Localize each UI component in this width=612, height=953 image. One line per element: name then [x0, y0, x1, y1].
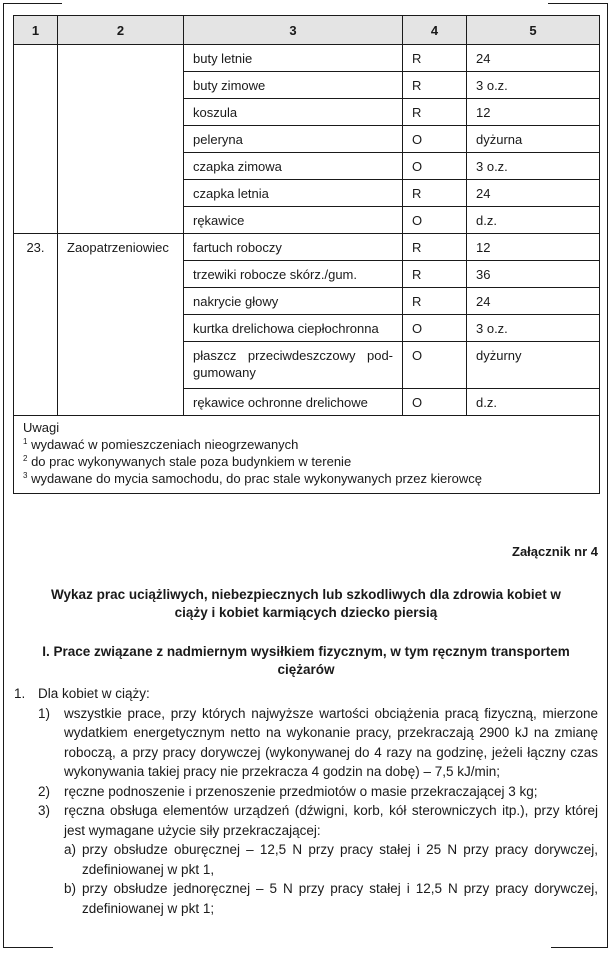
position-name: Zaopatrzeniowiec [58, 234, 184, 416]
header-col-2: 2 [58, 16, 184, 45]
item-name: kurtka drelichowa ciepłochronna [184, 315, 403, 342]
sub-item-2 [0, 782, 612, 802]
item-name: trzewiki robocze skórz./gum. [184, 261, 403, 288]
frame-bottom-left [3, 947, 53, 948]
item-period: 36 [467, 261, 600, 288]
list-letter: b) [64, 881, 77, 896]
notes-cell [14, 416, 600, 494]
table-row [14, 234, 600, 261]
annex-label: Załącznik nr 4 [512, 544, 598, 559]
annex-title: Wykaz prac uciążliwych, niebezpiecznych lub szkodliwych dla zdrowia kobiet w ciąży i kobiet karmiących dziecko piersią [51, 587, 561, 620]
note-mark: 1 [23, 437, 28, 446]
sub-sub-item-b [0, 879, 612, 918]
item-type: R [403, 234, 467, 261]
item-name: rękawice [184, 207, 403, 234]
position-number: 23. [14, 234, 58, 416]
item-type: O [403, 153, 467, 180]
note-mark: 2 [23, 454, 28, 463]
header-col-5: 5 [467, 16, 600, 45]
sub-item-1 [0, 704, 612, 782]
item-name: rękawice ochronne drelichowe [184, 389, 403, 416]
list-text: Dla kobiet w ciąży: [38, 686, 150, 701]
item-period: 12 [467, 99, 600, 126]
item-period: d.z. [467, 389, 600, 416]
item-name: czapka zimowa [184, 153, 403, 180]
sub-sub-item-a [0, 840, 612, 879]
list-number: 2) [38, 783, 51, 799]
list-number: 1. [14, 686, 26, 701]
frame-top-left [3, 3, 62, 4]
frame-bottom-right [551, 947, 608, 948]
list-number: 1) [38, 705, 51, 721]
position-name [58, 45, 184, 234]
frame-top-right [548, 3, 608, 4]
header-col-4: 4 [403, 16, 467, 45]
item-name: nakrycie głowy [184, 288, 403, 315]
item-type: R [403, 288, 467, 315]
note-text: wydawane do mycia samochodu, do prac stale wykonywanych przez kierowcę [27, 471, 482, 486]
item-type: O [403, 207, 467, 234]
list-text: przy obsłudze jednoręcznej – 5 N przy pracy stałej i 12,5 N przy pracy dorywczej, zdefiniowanej w pkt 1; [82, 881, 598, 916]
item-type: R [403, 72, 467, 99]
item-name: buty letnie [184, 45, 403, 72]
list-text: wszystkie prace, przy których najwyższe wartości obciążenia pracą fizyczną, mierzone wydatkiem energetycznym netto na wykonanie pracy, przekraczają 2900 kJ na zmianę roboczą, a przy pracy dorywczej (wykonywanej do 4 razy na godzinę, jeżeli łączny czas wykonywania takiej pracy nie przekracza 4 godzin na dobę) – 7,5 kJ/min; [64, 705, 598, 779]
note-item [23, 436, 590, 453]
item-type: R [403, 99, 467, 126]
item-period: 24 [467, 180, 600, 207]
item-name: czapka letnia [184, 180, 403, 207]
work-list [0, 684, 612, 918]
header-col-3: 3 [184, 16, 403, 45]
item-period: 24 [467, 45, 600, 72]
list-text: przy obsłudze oburęcznej – 12,5 N przy pracy stałej i 25 N przy pracy dorywczej, zdefiniowanej w pkt 1, [82, 842, 598, 877]
item-period: 24 [467, 288, 600, 315]
item-name: buty zimowe [184, 72, 403, 99]
table-row [14, 45, 600, 72]
item-period: dyżurny [467, 342, 600, 389]
list-text: ręczna obsługa elementów urządzeń (dźwigni, korb, kół sterowniczych itp.), przy której jest wymagane użycie siły przekraczającej: [64, 803, 598, 838]
list-number: 3) [38, 803, 51, 818]
list-letter: a) [64, 842, 77, 857]
item-type: R [403, 180, 467, 207]
sub-item-3 [0, 801, 612, 840]
table-header-row [14, 16, 600, 45]
item-period: 3 o.z. [467, 153, 600, 180]
item-name: fartuch roboczy [184, 234, 403, 261]
position-number [14, 45, 58, 234]
section-heading: I. Prace związane z nadmiernym wysiłkiem fizycznym, w tym ręcznym transportem ciężarów [42, 644, 570, 677]
item-type: R [403, 45, 467, 72]
note-mark: 3 [23, 471, 28, 480]
list-text: ręczne podnoszenie i przenoszenie przedmiotów o masie przekraczającej 3 kg; [64, 783, 538, 799]
list-item-1 [0, 684, 612, 704]
item-period: 12 [467, 234, 600, 261]
note-text: wydawać w pomieszczeniach nieogrzewanych [27, 437, 299, 452]
item-name: koszula [184, 99, 403, 126]
notes-title: Uwagi [23, 420, 60, 435]
item-name: płaszcz przeciwdeszczowy pod-gumowany [184, 342, 403, 389]
header-col-1: 1 [14, 16, 58, 45]
item-type: O [403, 342, 467, 389]
clothing-allocation-table [13, 15, 600, 494]
item-type: O [403, 389, 467, 416]
notes-row [14, 416, 600, 494]
item-type: O [403, 315, 467, 342]
item-type: R [403, 261, 467, 288]
item-period: dyżurna [467, 126, 600, 153]
item-name: peleryna [184, 126, 403, 153]
note-item [23, 470, 590, 487]
item-period: 3 o.z. [467, 315, 600, 342]
note-text: do prac wykonywanych stale poza budynkiem w terenie [27, 454, 352, 469]
item-period: 3 o.z. [467, 72, 600, 99]
note-item [23, 453, 590, 470]
item-period: d.z. [467, 207, 600, 234]
item-type: O [403, 126, 467, 153]
